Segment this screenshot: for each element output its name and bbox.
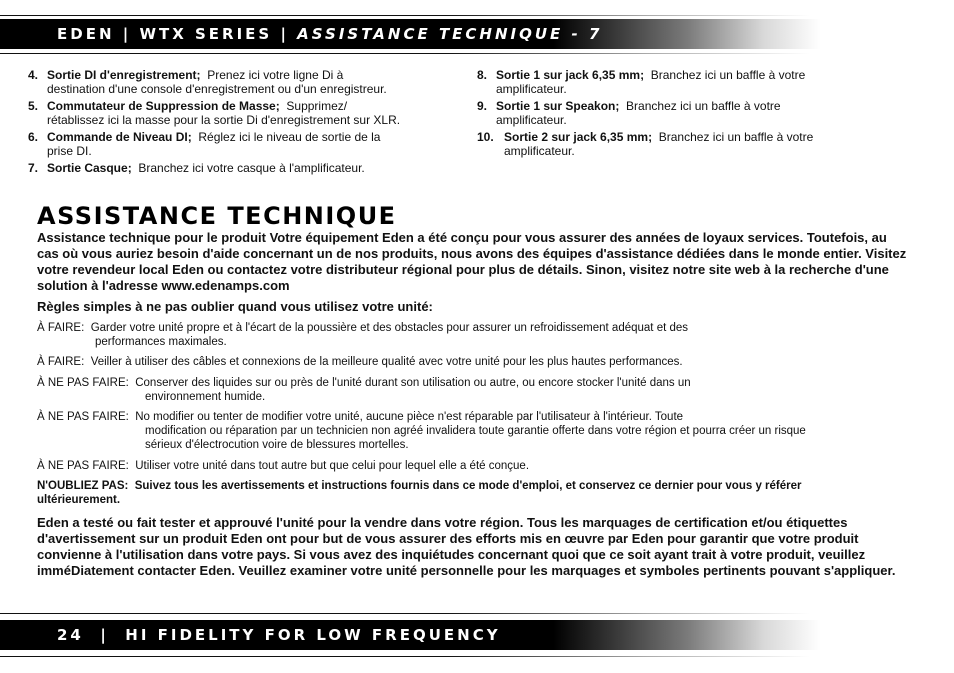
rule-label: À NE PAS FAIRE: (37, 411, 129, 423)
reminder-text: ultérieurement. (37, 494, 121, 506)
item-text: Prenez ici votre ligne Di à (207, 68, 344, 82)
rule-item (37, 376, 897, 404)
reminder-label: N'OUBLIEZ PAS: (37, 480, 129, 492)
item-number: 10. (477, 130, 494, 144)
rule-text: Conserver des liquides sur ou près de l'unité durant son utilisation ou autre, ou encore stocker l'unité dans un (135, 377, 691, 389)
item-text: Réglez ici le niveau de sortie de la (198, 130, 381, 144)
item-text: rétablissez ici la masse pour la sortie Di d'enregistrement sur XLR. (47, 112, 401, 127)
item-title: Sortie 2 sur jack 6,35 mm; (504, 130, 653, 144)
list-item (28, 100, 458, 127)
item-title: Sortie 1 sur Speakon; (496, 99, 620, 113)
header-divider: | (122, 25, 140, 43)
footer-tagline: HI FIDELITY FOR LOW FREQUENCY (125, 626, 501, 644)
rule-label: À NE PAS FAIRE: (37, 377, 129, 389)
list-item (28, 131, 458, 158)
footer-divider: | (92, 626, 118, 644)
header-series: WTX SERIES (139, 25, 273, 43)
header-title (57, 19, 602, 49)
item-text: Branchez ici un baffle à votre (658, 130, 814, 144)
rule-label: À NE PAS FAIRE: (37, 460, 129, 472)
rule-text: No modifier ou tenter de modifier votre unité, aucune pièce n'est réparable par l'utilisateur à l'intérieur. Toute (135, 411, 684, 423)
header-section: ASSISTANCE TECHNIQUE - 7 (297, 25, 603, 43)
item-number: 9. (477, 99, 488, 113)
item-text: Branchez ici un baffle à votre (626, 99, 781, 113)
item-text: Branchez ici votre casque à l'amplificateur. (138, 161, 365, 175)
page-number: 24 (57, 626, 84, 644)
list-item (28, 162, 458, 176)
header-rule-top (0, 15, 810, 16)
list-item (477, 100, 897, 127)
rule-label: À FAIRE: (37, 322, 85, 334)
reminder (37, 479, 897, 507)
reminder-text: Suivez tous les avertissements et instructions fournis dans ce mode d'emploi, et conservez ce dernier pour vous y référer (134, 480, 802, 492)
rule-item (37, 459, 897, 473)
item-number: 8. (477, 68, 488, 82)
list-item (477, 69, 897, 96)
header-brand: EDEN (57, 25, 115, 43)
rule-text: Veiller à utiliser des câbles et connexions de la meilleure qualité avec votre unité pour les plus hautes performances. (90, 356, 683, 368)
rule-label: À FAIRE: (37, 356, 85, 368)
list-item (28, 69, 458, 96)
item-text: Branchez ici un baffle à votre (650, 68, 806, 82)
item-number: 7. (28, 161, 39, 175)
item-text: destination d'une console d'enregistrement ou d'un enregistreur. (47, 81, 387, 96)
item-text: amplificateur. (496, 112, 567, 127)
rule-item (37, 321, 897, 349)
rules-title: Règles simples à ne pas oublier quand vous utilisez votre unité: (37, 299, 433, 314)
header-band (0, 19, 954, 49)
footer-rule-top (0, 613, 810, 614)
item-number: 5. (28, 99, 39, 113)
item-title: Sortie Casque; (47, 161, 132, 175)
rule-text: modification ou réparation par un technicien non agréé invalidera toute garantie offerte dans votre région et pourra créer un risque (145, 425, 806, 437)
rule-item (37, 410, 897, 452)
list-item (477, 131, 897, 158)
item-title: Sortie DI d'enregistrement; (47, 68, 201, 82)
footer-rule-bottom (0, 656, 810, 657)
rule-item (37, 355, 897, 369)
intro-paragraph: Assistance technique pour le produit Votre équipement Eden a été conçu pour vous assurer des années de loyaux services. Toutefois, au cas où vous auriez besoin d'aide concernant un de nos produits, nous avons des équipes d'assistance dédiées dans le monde entier. Visitez votre revendeur local Eden ou contactez votre distributeur régional pour plus de détails. Sinon, visitez notre site web à la recherche d'une solution à l'adresse www.edenamps.com (37, 230, 907, 293)
item-title: Commande de Niveau DI; (47, 130, 192, 144)
item-title: Sortie 1 sur jack 6,35 mm; (496, 68, 645, 82)
item-text: Supprimez/ (286, 99, 348, 113)
header-divider: | (280, 25, 298, 43)
outro-paragraph: Eden a testé ou fait tester et approuvé l'unité pour la vendre dans votre région. Tous les marquages de certification et/ou étiquettes d'avertissement sur un produit Eden ont pour but de vous assurer des efforts mis en œuvre par Eden pour garantir que votre produit convienne à l'utilisation dans votre pays. Si vous avez des inquiétudes concernant quoi que ce soit ayant trait à votre produit, veuillez imméDiatement contacter Eden. Veuillez examiner votre unité personnelle pour les marquages et symboles pertinents pouvant s'appliquer. (37, 515, 896, 578)
header-rule-bottom (0, 53, 810, 54)
left-item-list (28, 69, 458, 180)
rule-text: Garder votre unité propre et à l'écart de la poussière et des obstacles pour assurer un refroidissement adéquat et des (90, 322, 689, 334)
item-number: 4. (28, 68, 39, 82)
rule-text: performances maximales. (95, 336, 227, 348)
right-item-list (477, 69, 897, 162)
item-title: Commutateur de Suppression de Masse; (47, 99, 280, 113)
rule-text: sérieux d'électrocution voire de blessures mortelles. (145, 439, 409, 451)
footer-band (0, 620, 954, 650)
footer-title (57, 620, 501, 650)
item-text: amplificateur. (504, 143, 575, 158)
item-text: prise DI. (47, 143, 92, 158)
rule-text: Utiliser votre unité dans tout autre but que celui pour lequel elle a été conçue. (135, 460, 530, 472)
section-title: ASSISTANCE TECHNIQUE (37, 202, 397, 230)
item-number: 6. (28, 130, 39, 144)
item-text: amplificateur. (496, 81, 567, 96)
rule-text: environnement humide. (145, 391, 266, 403)
